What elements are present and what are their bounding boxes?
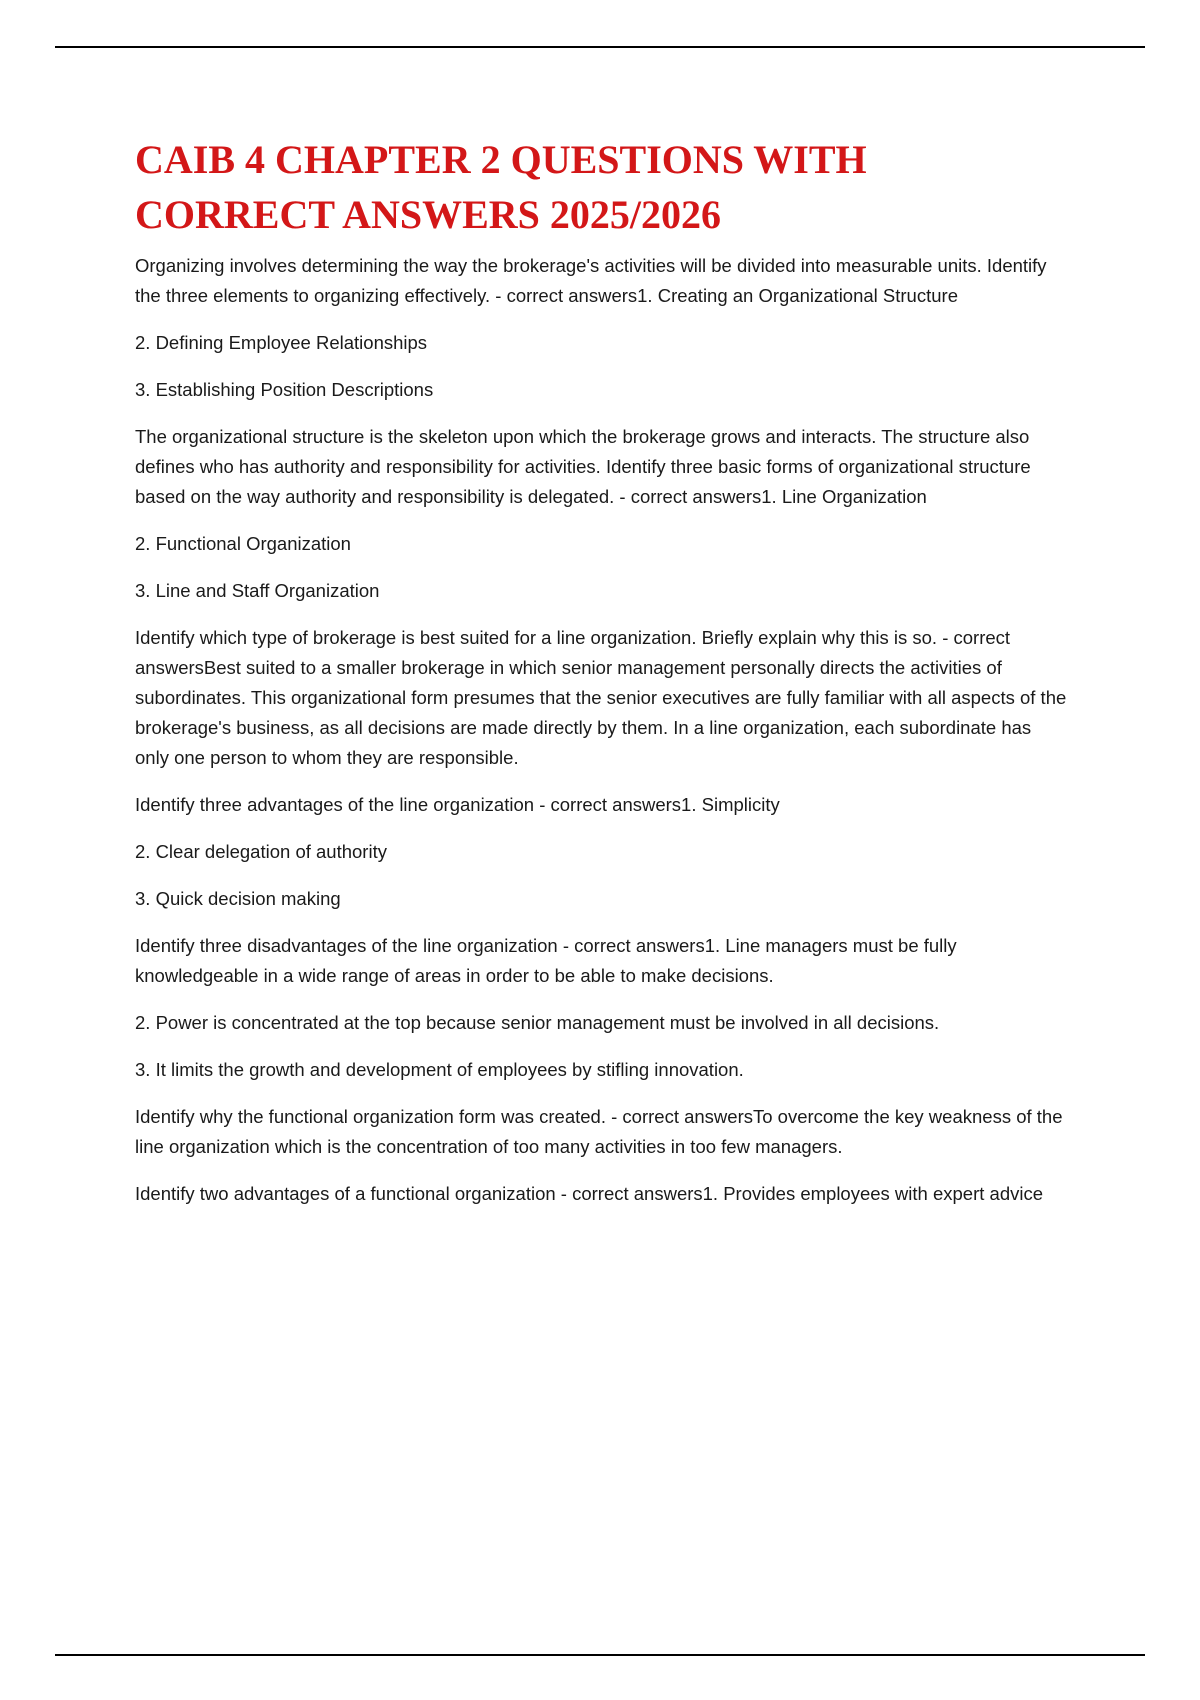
document-content [135,132,1067,1226]
document-title-line-2: CORRECT ANSWERS 2025/2026 [135,192,722,237]
paragraph: 2. Clear delegation of authority [135,841,387,862]
paragraph: Identify two advantages of a functional organization - correct answers1. Provides employees with expert advice [135,1183,1044,1204]
paragraph: Identify three advantages of the line organization - correct answers1. Simplicity [135,794,780,815]
paragraph: The organizational structure is the skeleton upon which the brokerage grows and interacts. The structure also defines who has authority and responsibility for activities. Identify three basic forms of organizational structure based on the way authority and responsibility is delegated. - correct answers1. Line Organization [135,426,1031,507]
top-border-line [55,46,1145,48]
paragraph: Identify why the functional organization form was created. - correct answersTo overcome the key weakness of the line organization which is the concentration of too many activities in too few managers. [135,1106,1063,1157]
paragraph: Identify three disadvantages of the line organization - correct answers1. Line managers must be fully knowledgeable in a wide range of areas in order to be able to make decisions. [135,935,957,986]
paragraph: 2. Defining Employee Relationships [135,332,428,353]
paragraph: 3. Line and Staff Organization [135,580,380,601]
paragraph: 2. Power is concentrated at the top because senior management must be involved in all decisions. [135,1012,940,1033]
paragraph: 3. It limits the growth and development of employees by stifling innovation. [135,1059,744,1080]
document-title [135,132,1067,242]
paragraph: 3. Quick decision making [135,888,341,909]
paragraph: 3. Establishing Position Descriptions [135,379,434,400]
paragraph: 2. Functional Organization [135,533,351,554]
bottom-border-line [55,1654,1145,1656]
paragraph: Identify which type of brokerage is best suited for a line organization. Briefly explain why this is so. - correct answersBest suited to a smaller brokerage in which senior management personally directs the activities of subordinates. This organizational form presumes that the senior executives are fully familiar with all aspects of the brokerage's business, as all decisions are made directly by them. In a line organization, each subordinate has only one person to whom they are responsible. [135,627,1067,768]
document-title-line-1: CAIB 4 CHAPTER 2 QUESTIONS WITH [135,137,867,182]
paragraph: Organizing involves determining the way the brokerage's activities will be divided into measurable units. Identify the three elements to organizing effectively. - correct answers1. Creating an Organizational Structure [135,255,1047,306]
